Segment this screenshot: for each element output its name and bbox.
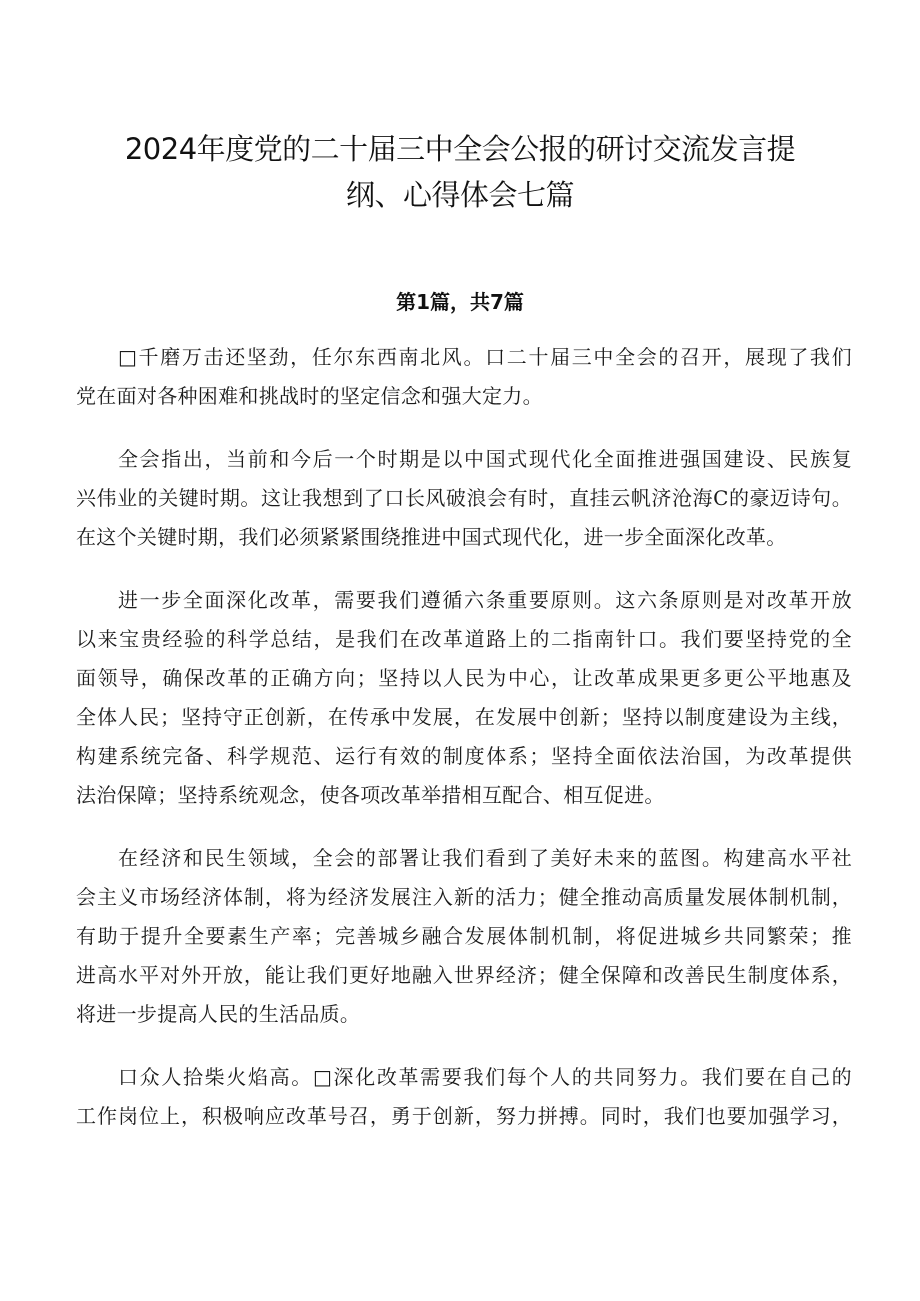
- text-line: 有助于提升全要素生产率；完善城乡融合发展体制机制，将促进城乡共同繁荣；推: [76, 924, 852, 948]
- text-line: 全体人民；坚持守正创新，在传承中发展，在发展中创新；坚持以制度建设为主线，: [76, 705, 852, 729]
- section-heading: 第1篇，共7篇: [396, 290, 524, 314]
- document-body: [76, 338, 852, 1160]
- text-line: 以来宝贵经验的科学总结，是我们在改革道路上的二指南针口。我们要坚持党的全: [76, 627, 852, 651]
- text-line: 在经济和民生领域，全会的部署让我们看到了美好未来的蓝图。构建高水平社: [118, 846, 852, 870]
- paragraph: [76, 839, 852, 1034]
- text-line: 工作岗位上，积极响应改革号召，勇于创新，努力拼搏。同时，我们也要加强学习，: [76, 1104, 852, 1128]
- text-line: 兴伟业的关键时期。这让我想到了口长风破浪会有时，直挂云帆济沧海C的豪迈诗句。: [76, 486, 852, 510]
- text-line: 构建系统完备、科学规范、运行有效的制度体系；坚持全面依法治国，为改革提供: [76, 744, 852, 768]
- text-line: 党在面对各种困难和挑战时的坚定信念和强大定力。: [76, 384, 543, 408]
- title-line: 2024年度党的二十届三中全会公报的研讨交流发言提: [124, 132, 796, 166]
- text-line: 法治保障；坚持系统观念，使各项改革举措相互配合、相互促进。: [76, 783, 665, 807]
- paragraph: [76, 440, 852, 557]
- text-line: 进一步全面深化改革，需要我们遵循六条重要原则。这六条原则是对改革开放: [118, 588, 852, 612]
- text-line: □千磨万击还坚劲，任尔东西南北风。口二十届三中全会的召开，展现了我们: [118, 345, 852, 369]
- paragraph: [76, 1058, 852, 1136]
- text-line: 口众人拾柴火焰高。□深化改革需要我们每个人的共同努力。我们要在自己的: [118, 1065, 852, 1089]
- title-line: 纲、心得体会七篇: [345, 178, 574, 212]
- document-title: [100, 126, 820, 218]
- paragraph: [76, 581, 852, 815]
- text-line: 在这个关键时期，我们必须紧紧围绕推进中国式现代化，进一步全面深化改革。: [76, 525, 787, 549]
- text-line: 会主义市场经济体制，将为经济发展注入新的活力；健全推动高质量发展体制机制，: [76, 885, 852, 909]
- text-line: 进高水平对外开放，能让我们更好地融入世界经济；健全保障和改善民生制度体系，: [76, 963, 852, 987]
- text-line: 全会指出，当前和今后一个时期是以中国式现代化全面推进强国建设、民族复: [118, 447, 852, 471]
- paragraph: [76, 338, 852, 416]
- text-line: 面领导，确保改革的正确方向；坚持以人民为中心，让改革成果更多更公平地惠及: [76, 666, 852, 690]
- text-line: 将进一步提高人民的生活品质。: [76, 1002, 361, 1026]
